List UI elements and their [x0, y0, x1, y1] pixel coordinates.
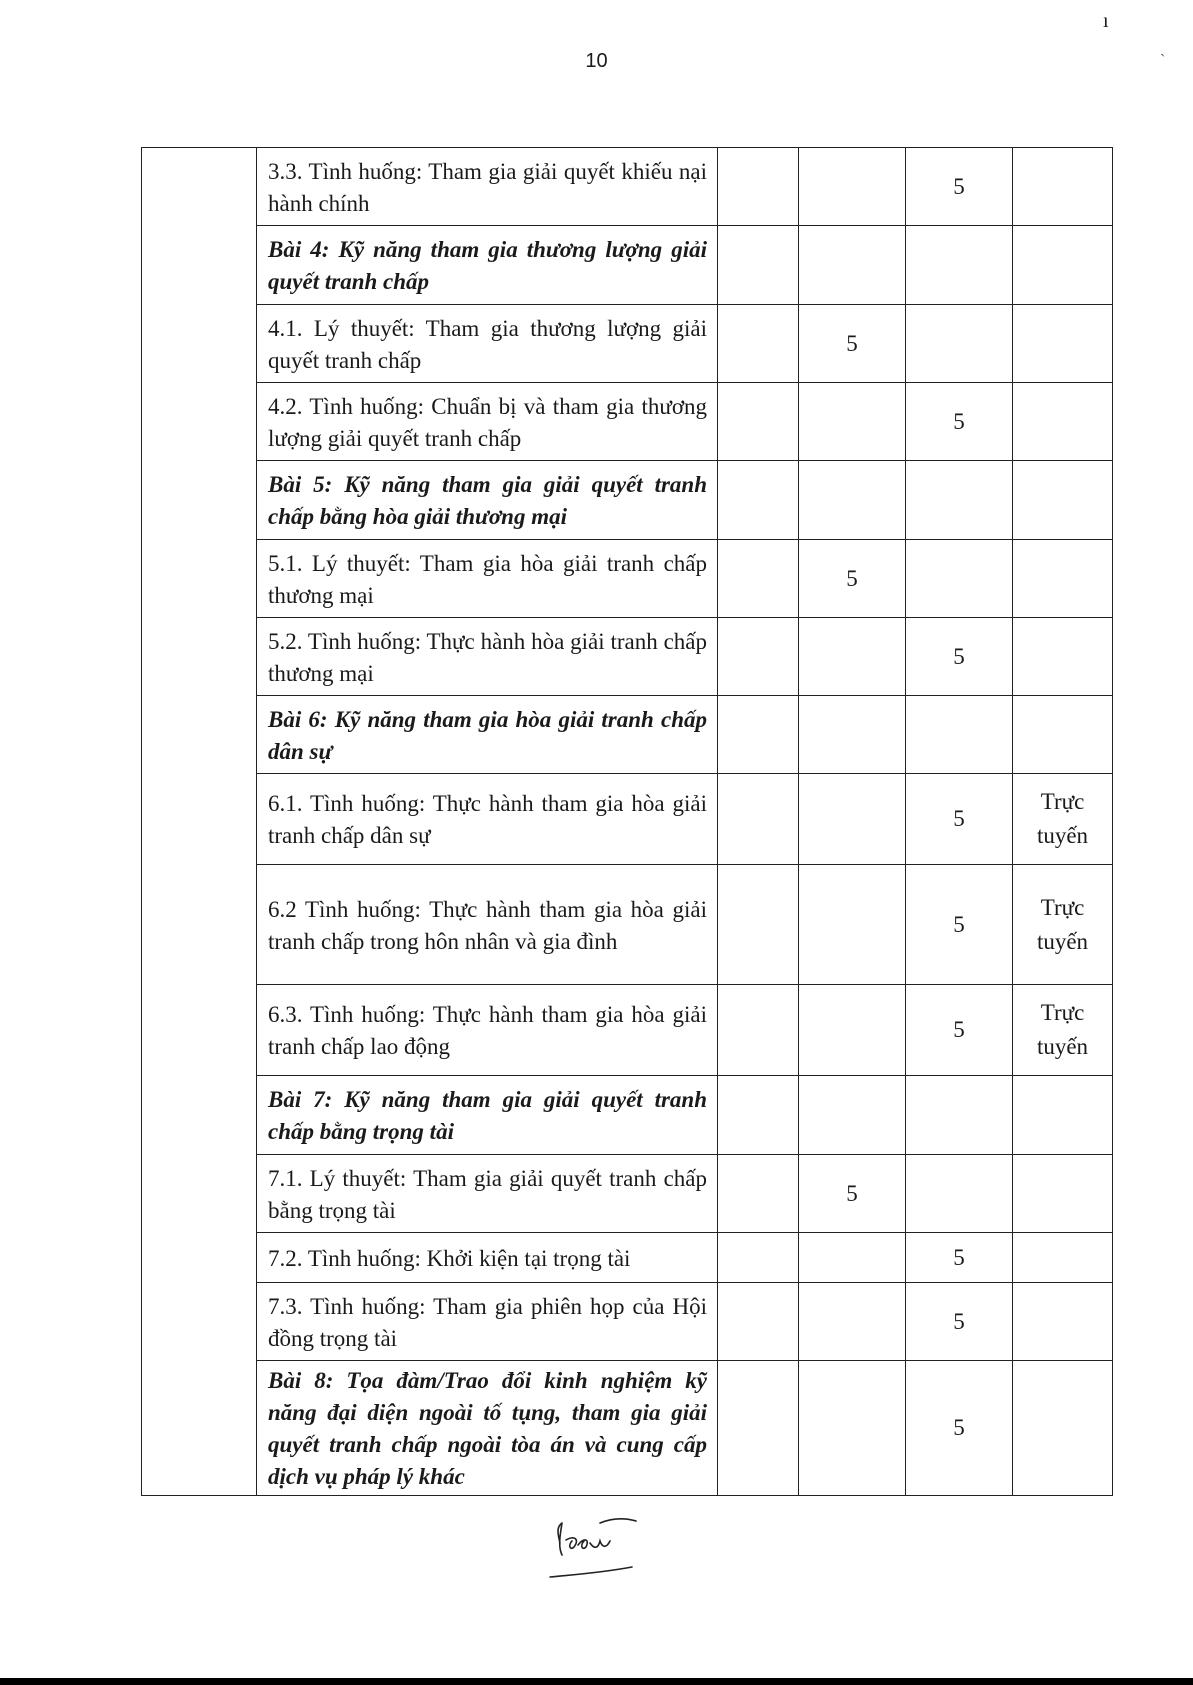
- lesson-text: Bài 6: Kỹ năng tham gia hòa giải tranh chấp dân sự: [268, 706, 707, 764]
- lesson-title-cell: [257, 226, 718, 305]
- theory-hours-cell: [799, 865, 906, 985]
- module-cell: [142, 774, 257, 865]
- table-row: [142, 618, 1113, 696]
- lesson-text: 4.1. Lý thuyết: Tham gia thương lượng giải quyết tranh chấp: [268, 315, 707, 373]
- table-row: [142, 1361, 1113, 1496]
- lesson-topic-cell: [257, 1233, 718, 1283]
- module-cell: [142, 540, 257, 618]
- lesson-topic-cell: [257, 1283, 718, 1361]
- theory-hours-cell: 5: [799, 305, 906, 383]
- corner-mark: ˏ: [1160, 40, 1166, 57]
- practice-hours-cell: 5: [906, 774, 1013, 865]
- lesson-topic-cell: [257, 985, 718, 1076]
- module-cell: [142, 461, 257, 540]
- practice-hours-cell: 5: [906, 985, 1013, 1076]
- lesson-title-cell: [257, 1076, 718, 1155]
- theory-hours-cell: [799, 985, 906, 1076]
- module-cell: [142, 305, 257, 383]
- theory-hours-cell: [799, 618, 906, 696]
- practice-hours-cell: 5: [906, 383, 1013, 461]
- delivery-mode-cell: [1013, 1155, 1113, 1233]
- practice-hours-cell: [906, 696, 1013, 774]
- table-row: [142, 148, 1113, 226]
- table-row: [142, 383, 1113, 461]
- curriculum-table: [141, 147, 1113, 1496]
- page-number: 10: [585, 50, 608, 72]
- theory-hours-cell: 5: [799, 540, 906, 618]
- theory-hours-cell: [799, 383, 906, 461]
- table-row: [142, 865, 1113, 985]
- module-cell: [142, 1361, 257, 1496]
- table-row: [142, 1283, 1113, 1361]
- module-cell: [142, 148, 257, 226]
- delivery-mode-cell: [1013, 1361, 1113, 1496]
- practice-hours-cell: 5: [906, 1361, 1013, 1496]
- delivery-mode-cell: [1013, 305, 1113, 383]
- lesson-title-cell: [257, 696, 718, 774]
- blank-cell: [718, 1283, 799, 1361]
- table-row: [142, 1233, 1113, 1283]
- practice-hours-cell: [906, 1076, 1013, 1155]
- blank-cell: [718, 540, 799, 618]
- theory-hours-cell: [799, 1233, 906, 1283]
- lesson-topic-cell: [257, 383, 718, 461]
- lesson-text: 7.2. Tình huống: Khởi kiện tại trọng tài: [268, 1245, 631, 1271]
- delivery-mode-cell: [1013, 1076, 1113, 1155]
- theory-hours-cell: [799, 148, 906, 226]
- delivery-mode-cell: [1013, 226, 1113, 305]
- module-cell: [142, 226, 257, 305]
- practice-hours-cell: [906, 540, 1013, 618]
- practice-hours-cell: 5: [906, 148, 1013, 226]
- lesson-title-cell: [257, 461, 718, 540]
- lesson-topic-cell: [257, 774, 718, 865]
- blank-cell: [718, 1361, 799, 1496]
- scan-edge: [0, 1678, 1193, 1685]
- blank-cell: [718, 865, 799, 985]
- delivery-mode-cell: [1013, 618, 1113, 696]
- module-cell: [142, 696, 257, 774]
- module-cell: [142, 383, 257, 461]
- lesson-text: 6.1. Tình huống: Thực hành tham gia hòa giải tranh chấp dân sự: [268, 791, 707, 848]
- lesson-text: 5.2. Tình huống: Thực hành hòa giải tranh chấp thương mại: [268, 628, 707, 686]
- blank-cell: [718, 618, 799, 696]
- delivery-mode-cell: [1013, 696, 1113, 774]
- module-cell: [142, 1233, 257, 1283]
- delivery-mode-cell: Trực tuyến: [1013, 985, 1113, 1076]
- lesson-text: 4.2. Tình huống: Chuẩn bị và tham gia thương lượng giải quyết tranh chấp: [268, 393, 707, 451]
- practice-hours-cell: 5: [906, 1233, 1013, 1283]
- practice-hours-cell: 5: [906, 1283, 1013, 1361]
- practice-hours-cell: 5: [906, 618, 1013, 696]
- table-row: [142, 305, 1113, 383]
- module-cell: [142, 985, 257, 1076]
- practice-hours-cell: [906, 461, 1013, 540]
- delivery-mode-cell: [1013, 1233, 1113, 1283]
- table-row: [142, 461, 1113, 540]
- blank-cell: [718, 383, 799, 461]
- delivery-mode-cell: [1013, 540, 1113, 618]
- theory-hours-cell: 5: [799, 1155, 906, 1233]
- lesson-topic-cell: [257, 305, 718, 383]
- module-cell: [142, 1155, 257, 1233]
- module-cell: [142, 1283, 257, 1361]
- blank-cell: [718, 1155, 799, 1233]
- lesson-text: 5.1. Lý thuyết: Tham gia hòa giải tranh chấp thương mại: [268, 550, 707, 608]
- delivery-mode-cell: [1013, 1283, 1113, 1361]
- lesson-text: 7.3. Tình huống: Tham gia phiên họp của Hội đồng trọng tài: [268, 1293, 707, 1351]
- lesson-title-cell: [257, 1361, 718, 1496]
- module-cell: [142, 618, 257, 696]
- blank-cell: [718, 148, 799, 226]
- handwritten-signature: [540, 1505, 660, 1585]
- blank-cell: [718, 305, 799, 383]
- delivery-mode-cell: [1013, 383, 1113, 461]
- delivery-mode-cell: Trực tuyến: [1013, 865, 1113, 985]
- lesson-text: Bài 8: Tọa đàm/Trao đổi kinh nghiệm kỹ năng đại diện ngoài tố tụng, tham gia giải quyết tranh chấp ngoài tòa án và cung cấp dịch vụ pháp lý khác: [268, 1368, 707, 1489]
- practice-hours-cell: [906, 1155, 1013, 1233]
- theory-hours-cell: [799, 1076, 906, 1155]
- delivery-mode-cell: [1013, 461, 1113, 540]
- blank-cell: [718, 226, 799, 305]
- module-cell: [142, 1076, 257, 1155]
- blank-cell: [718, 1076, 799, 1155]
- lesson-text: 7.1. Lý thuyết: Tham gia giải quyết tranh chấp bằng trọng tài: [268, 1165, 707, 1223]
- module-cell: [142, 865, 257, 985]
- delivery-mode-cell: Trực tuyến: [1013, 774, 1113, 865]
- theory-hours-cell: [799, 226, 906, 305]
- blank-cell: [718, 774, 799, 865]
- table-row: [142, 985, 1113, 1076]
- practice-hours-cell: [906, 226, 1013, 305]
- theory-hours-cell: [799, 696, 906, 774]
- table-row: [142, 540, 1113, 618]
- blank-cell: [718, 461, 799, 540]
- lesson-text: Bài 4: Kỹ năng tham gia thương lượng giải quyết tranh chấp: [268, 237, 707, 294]
- table-row: [142, 1155, 1113, 1233]
- theory-hours-cell: [799, 1283, 906, 1361]
- lesson-text: 6.2 Tình huống: Thực hành tham gia hòa giải tranh chấp trong hôn nhân và gia đình: [268, 896, 707, 954]
- corner-mark: ı: [1103, 10, 1109, 32]
- lesson-topic-cell: [257, 1155, 718, 1233]
- delivery-mode-cell: [1013, 148, 1113, 226]
- table-row: [142, 226, 1113, 305]
- table-row: [142, 696, 1113, 774]
- lesson-topic-cell: [257, 540, 718, 618]
- table-row: [142, 1076, 1113, 1155]
- theory-hours-cell: [799, 774, 906, 865]
- lesson-topic-cell: [257, 618, 718, 696]
- lesson-text: 6.3. Tình huống: Thực hành tham gia hòa giải tranh chấp lao động: [268, 1002, 707, 1059]
- theory-hours-cell: [799, 1361, 906, 1496]
- lesson-text: Bài 7: Kỹ năng tham gia giải quyết tranh chấp bằng trọng tài: [268, 1087, 707, 1144]
- blank-cell: [718, 985, 799, 1076]
- lesson-text: 3.3. Tình huống: Tham gia giải quyết khiếu nại hành chính: [268, 158, 707, 216]
- theory-hours-cell: [799, 461, 906, 540]
- lesson-topic-cell: [257, 865, 718, 985]
- lesson-topic-cell: [257, 148, 718, 226]
- lesson-text: Bài 5: Kỹ năng tham gia giải quyết tranh chấp bằng hòa giải thương mại: [268, 472, 707, 529]
- practice-hours-cell: [906, 305, 1013, 383]
- table-row: [142, 774, 1113, 865]
- blank-cell: [718, 1233, 799, 1283]
- practice-hours-cell: 5: [906, 865, 1013, 985]
- blank-cell: [718, 696, 799, 774]
